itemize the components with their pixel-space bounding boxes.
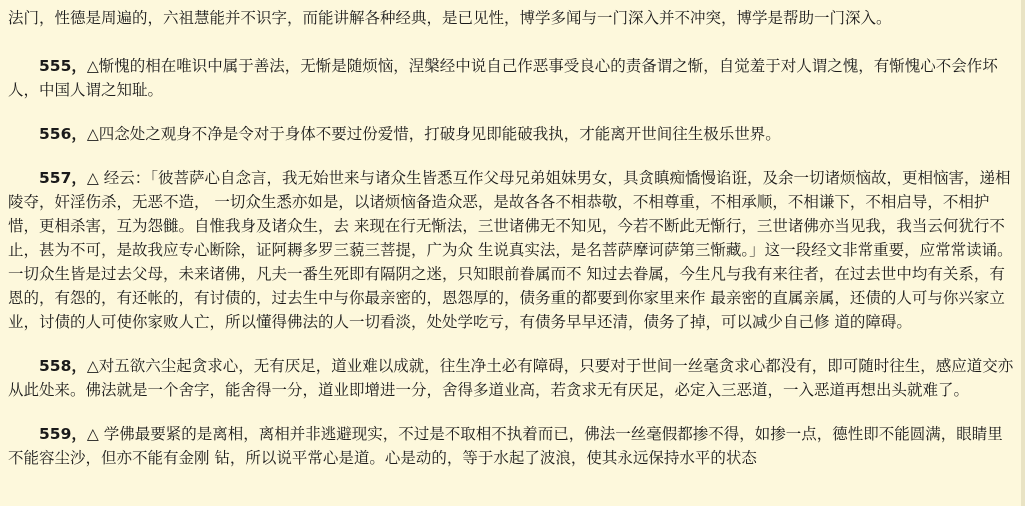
paragraph-text: △ 学佛最要紧的是离相，离相并非逃避现实，不过是不取相不执着而已，佛法一丝毫假都掺不得，如掺一点，德性即不能圆满，眼睛里不能容尘沙，但亦不能有金刚 钻，所以说平常心是道。心是动的，等于水起了波浪，使其永远保持水平的状态 bbox=[8, 425, 1003, 467]
paragraph-number: 557， bbox=[39, 169, 87, 187]
paragraph-text: △惭愧的相在唯识中属于善法，无惭是随烦恼，涅槃经中说自己作恶事受良心的责备谓之惭，自觉羞于对人谓之愧，有惭愧心不会作坏人，中国人谓之知耻。 bbox=[8, 57, 998, 99]
paragraph-text: 法门，性德是周遍的，六祖慧能并不识字，而能讲解各种经典，是已见性，博学多闻与一门深入并不冲突，博学是帮助一门深入。 bbox=[8, 9, 892, 27]
paragraph-number: 555， bbox=[39, 57, 87, 75]
paragraph-555 bbox=[8, 54, 1015, 102]
paragraph-text: △对五欲六尘起贪求心，无有厌足，道业难以成就，往生净土必有障碍，只要对于世间一丝毫贪求心都没有，即可随时往生，感应道交亦从此处来。佛法就是一个舍字，能舍得一分，道业即增进一分，舍得多道业高，若贪求无有厌足，必定入三恶道，一入恶道再想出头就难了。 bbox=[8, 357, 1014, 399]
paragraph-text: △ 经云：「彼菩萨心自念言，我无始世来与诸众生皆悉互作父母兄弟姐妹男女，具贪瞋痴憍慢谄诳，及余一切诸烦恼故，更相恼害，递相陵夺，奸淫伤杀，无恶不造， 一切众生悉亦如是，以诸烦恼备造众恶，是故各各不相恭敬，不相尊重，不相承顺，不相谦下，不相启导，不相护惜，更相杀害，互为怨雠。自惟我身及诸众生，去 来现在行无惭法，三世诸佛无不知见，今若不断此无惭行，三世诸佛亦当见我，我当云何犹行不止，甚为不可，是故我应专心断除，证阿耨多罗三藐三菩提，广为众 生说真实法，是名菩萨摩诃萨第三惭藏。」这一段经文非常重要，应常常读诵。一切众生皆是过去父母，未来诸佛，凡夫一番生死即有隔阴之迷，只知眼前眷属而不 知过去眷属，今生凡与我有来往者，在过去世中均有关系，有恩的，有怨的，有还帐的，有讨债的，过去生中与你最亲密的，恩怨厚的，债务重的都要到你家里来作 最亲密的直属亲属，还债的人可与你兴家立业，讨债的人可使你家败人亡，所以懂得佛法的人一切看淡，处处学吃亏，有债务早早还清，债务了掉，可以减少自己修 道的障碍。 bbox=[8, 169, 1013, 331]
paragraph-559 bbox=[8, 422, 1015, 470]
scrollbar[interactable] bbox=[1021, 0, 1025, 506]
paragraph-number: 559， bbox=[39, 425, 87, 443]
paragraph-text: △四念处之观身不净是令对于身体不要过份爱惜，打破身见即能破我执，才能离开世间往生极乐世界。 bbox=[86, 125, 781, 143]
paragraph-556 bbox=[8, 122, 1015, 146]
paragraph-558 bbox=[8, 354, 1015, 402]
paragraph-continuation bbox=[8, 6, 1015, 30]
paragraph-number: 556， bbox=[39, 125, 87, 143]
paragraph-557 bbox=[8, 166, 1015, 334]
paragraph-number: 558， bbox=[39, 357, 87, 375]
